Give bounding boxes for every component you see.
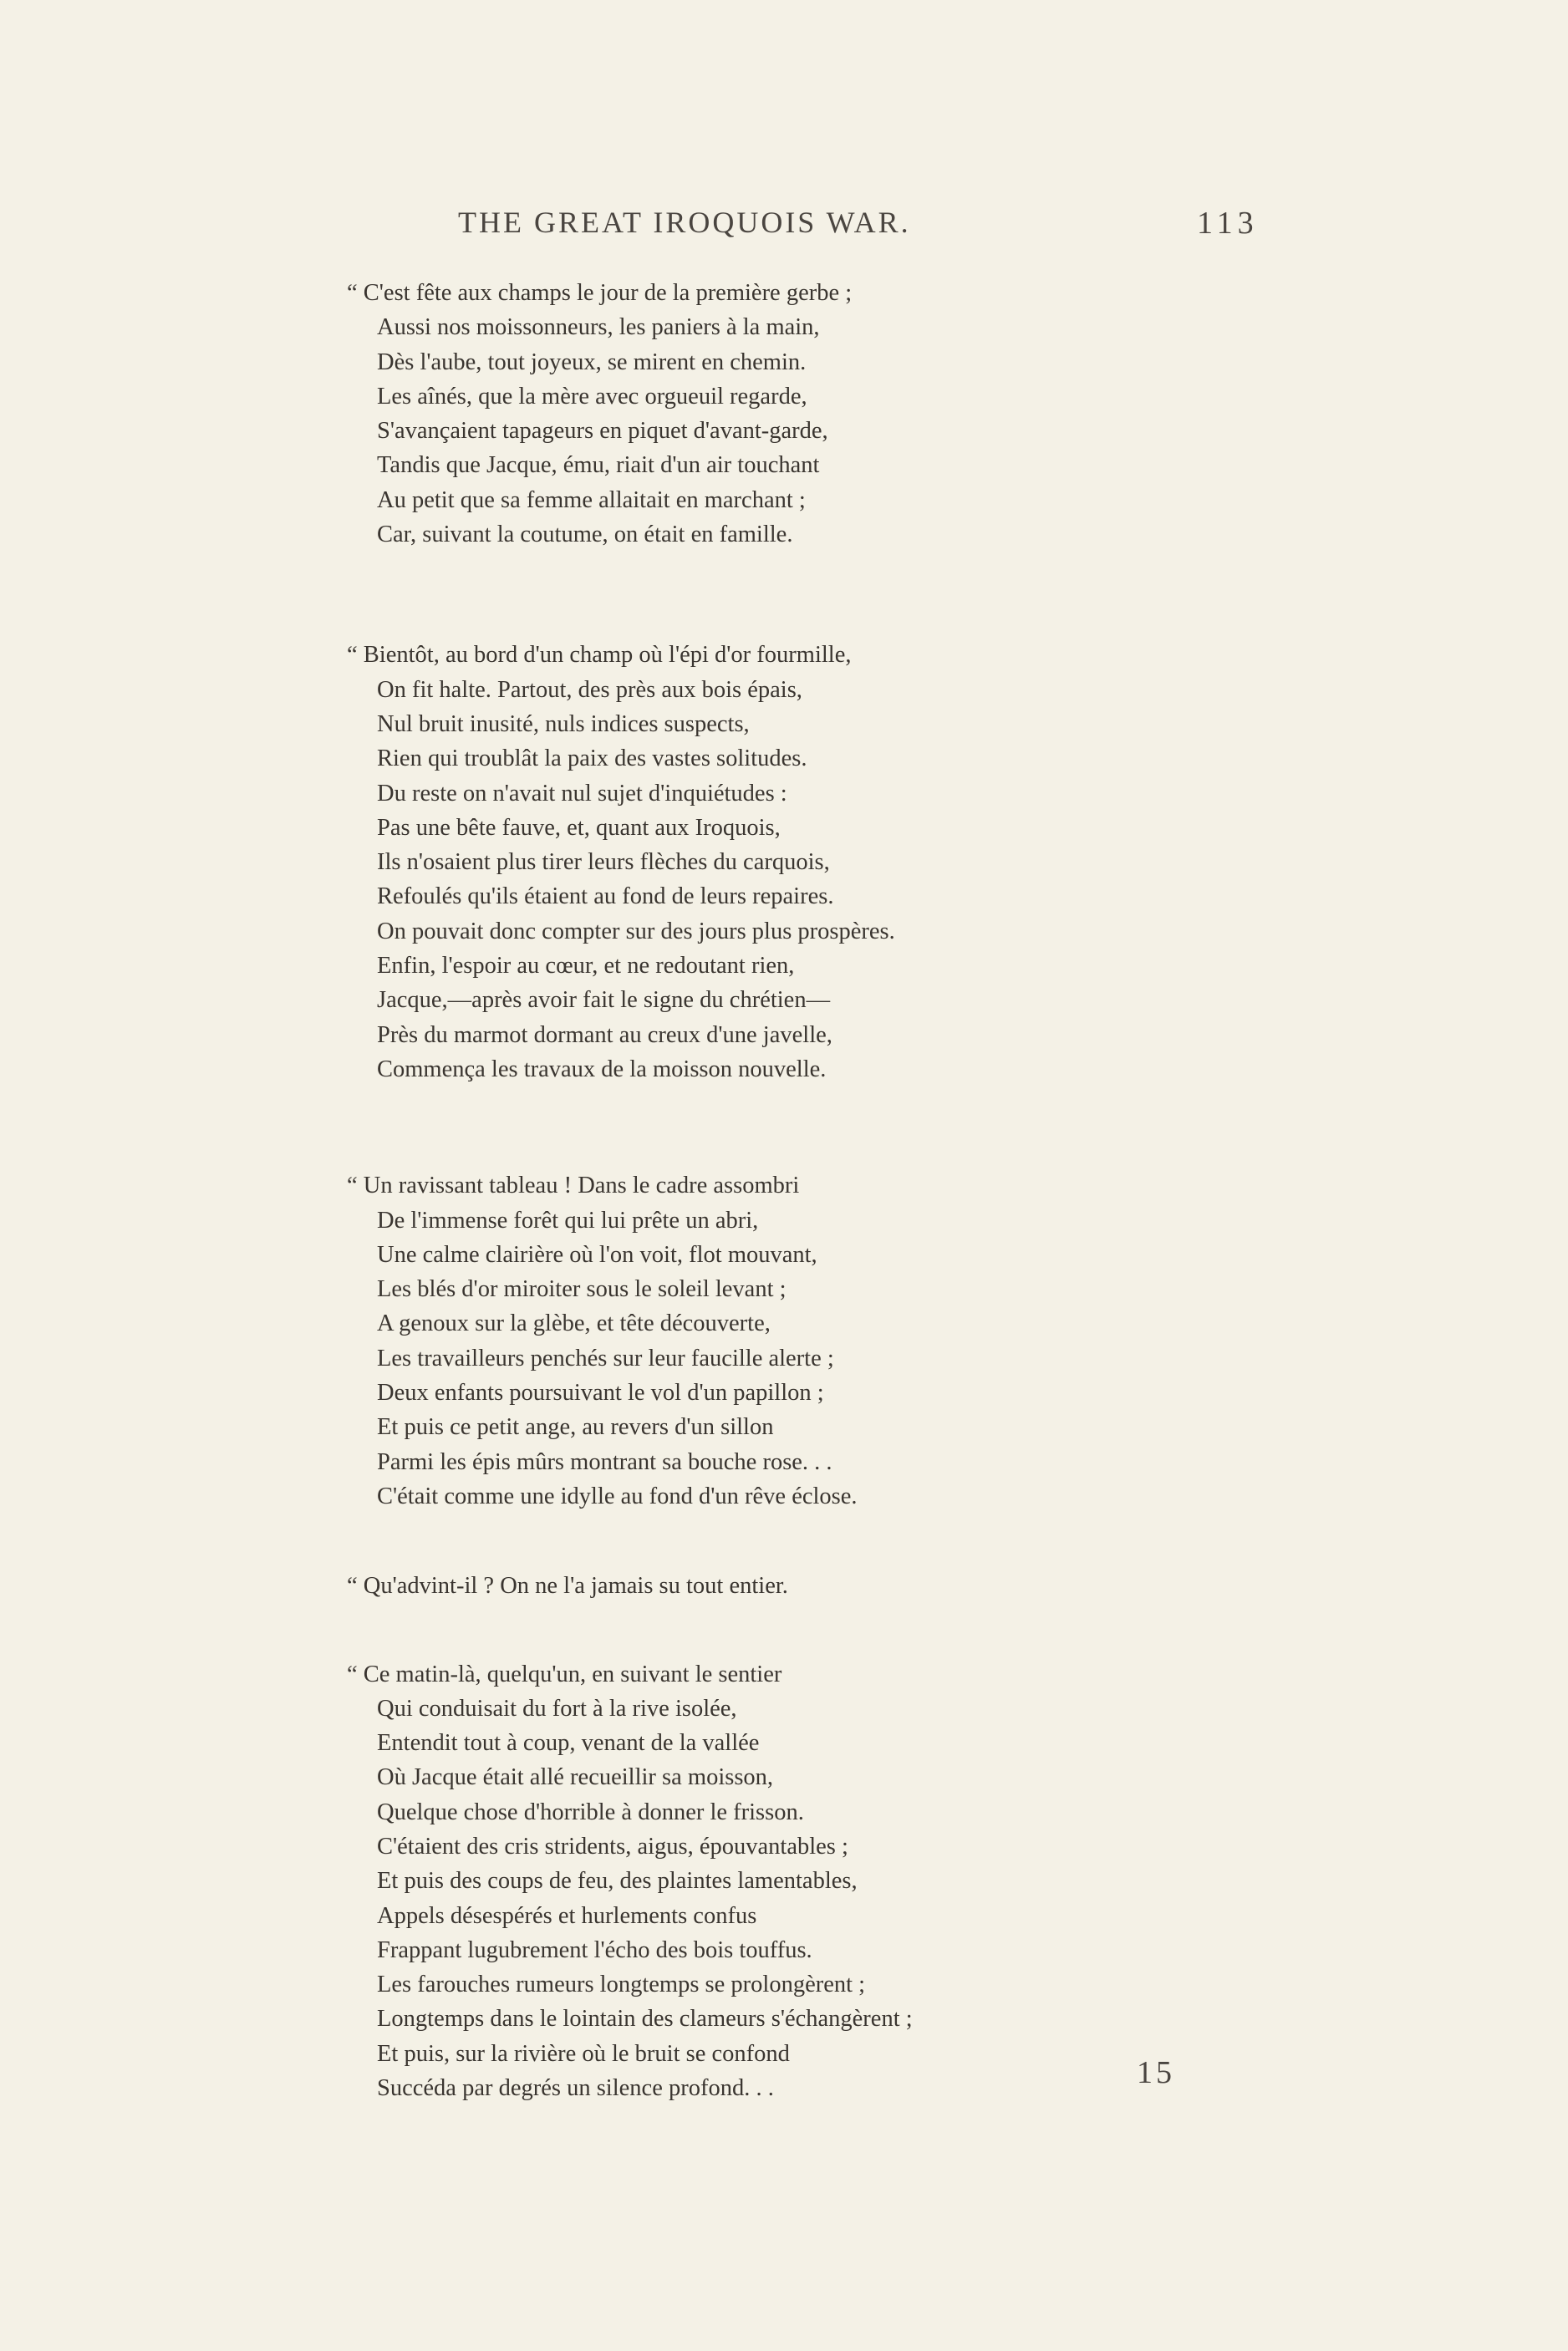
stanza-break — [347, 1604, 1467, 1657]
verse-line: “ C'est fête aux champs le jour de la première gerbe ; — [347, 280, 853, 306]
verse-line: De l'immense forêt qui lui prête un abri, — [377, 1207, 759, 1234]
verse-line: Qui conduisait du fort à la rive isolée, — [377, 1695, 737, 1722]
running-title: THE GREAT IROQUOIS WAR. — [458, 206, 911, 239]
verse-line: Une calme clairière où l'on voit, flot mouvant, — [377, 1241, 817, 1268]
verse-line: Succéda par degrés un silence profond. . . — [377, 2075, 774, 2102]
stanza-break — [347, 552, 1467, 638]
verse-line: Les blés d'or miroiter sous le soleil levant ; — [377, 1276, 787, 1303]
verse-line: On fit halte. Partout, des près aux bois épais, — [377, 676, 802, 703]
verse-line: C'étaient des cris stridents, aigus, épouvantables ; — [377, 1833, 848, 1860]
verse-line: Près du marmot dormant au creux d'une javelle, — [377, 1021, 832, 1048]
verse-line: Et puis, sur la rivière où le bruit se confond — [377, 2040, 790, 2067]
verse-line: Dès l'aube, tout joyeux, se mirent en chemin. — [377, 349, 807, 375]
stanza — [347, 1168, 1467, 1514]
verse-line: “ Bientôt, au bord d'un champ où l'épi d'or fourmille, — [347, 642, 852, 669]
verse-line: Et puis des coups de feu, des plaintes lamentables, — [377, 1868, 858, 1895]
page-number: 113 — [1197, 206, 1259, 241]
verse-line: “ Ce matin-là, quelqu'un, en suivant le sentier — [347, 1661, 782, 1687]
signature-mark: 15 — [1137, 2055, 1175, 2090]
verse-line: Et puis ce petit ange, au revers d'un sillon — [377, 1414, 774, 1441]
verse-line: Enfin, l'espoir au cœur, et ne redoutant rien, — [377, 953, 795, 980]
stanza — [347, 276, 1467, 552]
verse-line: Nul bruit inusité, nuls indices suspects, — [377, 710, 750, 737]
verse-line: “ Un ravissant tableau ! Dans le cadre assombri — [347, 1173, 800, 1199]
verse-line: Tandis que Jacque, ému, riait d'un air touchant — [377, 452, 820, 479]
verse-line: Du reste on n'avait nul sujet d'inquiétudes : — [377, 780, 787, 807]
verse-line: Les travailleurs penchés sur leur faucille alerte ; — [377, 1345, 834, 1371]
verse-line: A genoux sur la glèbe, et tête découverte, — [377, 1310, 771, 1337]
verse-line: Car, suivant la coutume, on était en famille. — [377, 522, 793, 548]
verse-line: Aussi nos moissonneurs, les paniers à la main, — [377, 314, 820, 341]
verse-line: Entendit tout à coup, venant de la vallée — [377, 1730, 760, 1757]
verse-line: Quelque chose d'horrible à donner le frisson. — [377, 1799, 804, 1825]
poem-body — [347, 276, 1467, 2105]
verse-line: Rien qui troublât la paix des vastes solitudes. — [377, 746, 807, 772]
verse-line: On pouvait donc compter sur des jours plus prospères. — [377, 918, 895, 944]
verse-line: Jacque,—après avoir fait le signe du chrétien— — [377, 987, 831, 1014]
verse-line: Refoulés qu'ils étaient au fond de leurs repaires. — [377, 883, 834, 910]
verse-line: C'était comme une idylle au fond d'un rêve éclose. — [377, 1483, 858, 1509]
stanza-break — [347, 1086, 1467, 1168]
verse-line: Ils n'osaient plus tirer leurs flèches du carquois, — [377, 849, 830, 876]
verse-line: Parmi les épis mûrs montrant sa bouche rose. . . — [377, 1448, 832, 1475]
verse-line: Frappant lugubrement l'écho des bois touffus. — [377, 1936, 812, 1963]
verse-line: Les farouches rumeurs longtemps se prolongèrent ; — [377, 1972, 866, 1998]
verse-line: “ Qu'advint-il ? On ne l'a jamais su tout entier. — [347, 1573, 788, 1600]
stanza — [347, 1657, 1467, 2106]
verse-line: Les aînés, que la mère avec orgueuil regarde, — [377, 383, 807, 410]
verse-line: Appels désespérés et hurlements confus — [377, 1902, 757, 1929]
stanza — [347, 638, 1467, 1086]
verse-line: Au petit que sa femme allaitait en marchant ; — [377, 486, 806, 513]
stanza-break — [347, 1514, 1467, 1569]
stanza — [347, 1569, 1467, 1603]
verse-line: Pas une bête fauve, et, quant aux Iroquois, — [377, 814, 781, 841]
verse-line: Où Jacque était allé recueillir sa moisson, — [377, 1764, 774, 1791]
verse-line: S'avançaient tapageurs en piquet d'avant-garde, — [377, 418, 828, 445]
verse-line: Deux enfants poursuivant le vol d'un papillon ; — [377, 1380, 824, 1407]
verse-line: Longtemps dans le lointain des clameurs s'échangèrent ; — [377, 2006, 913, 2033]
verse-line: Commença les travaux de la moisson nouvelle. — [377, 1056, 827, 1082]
